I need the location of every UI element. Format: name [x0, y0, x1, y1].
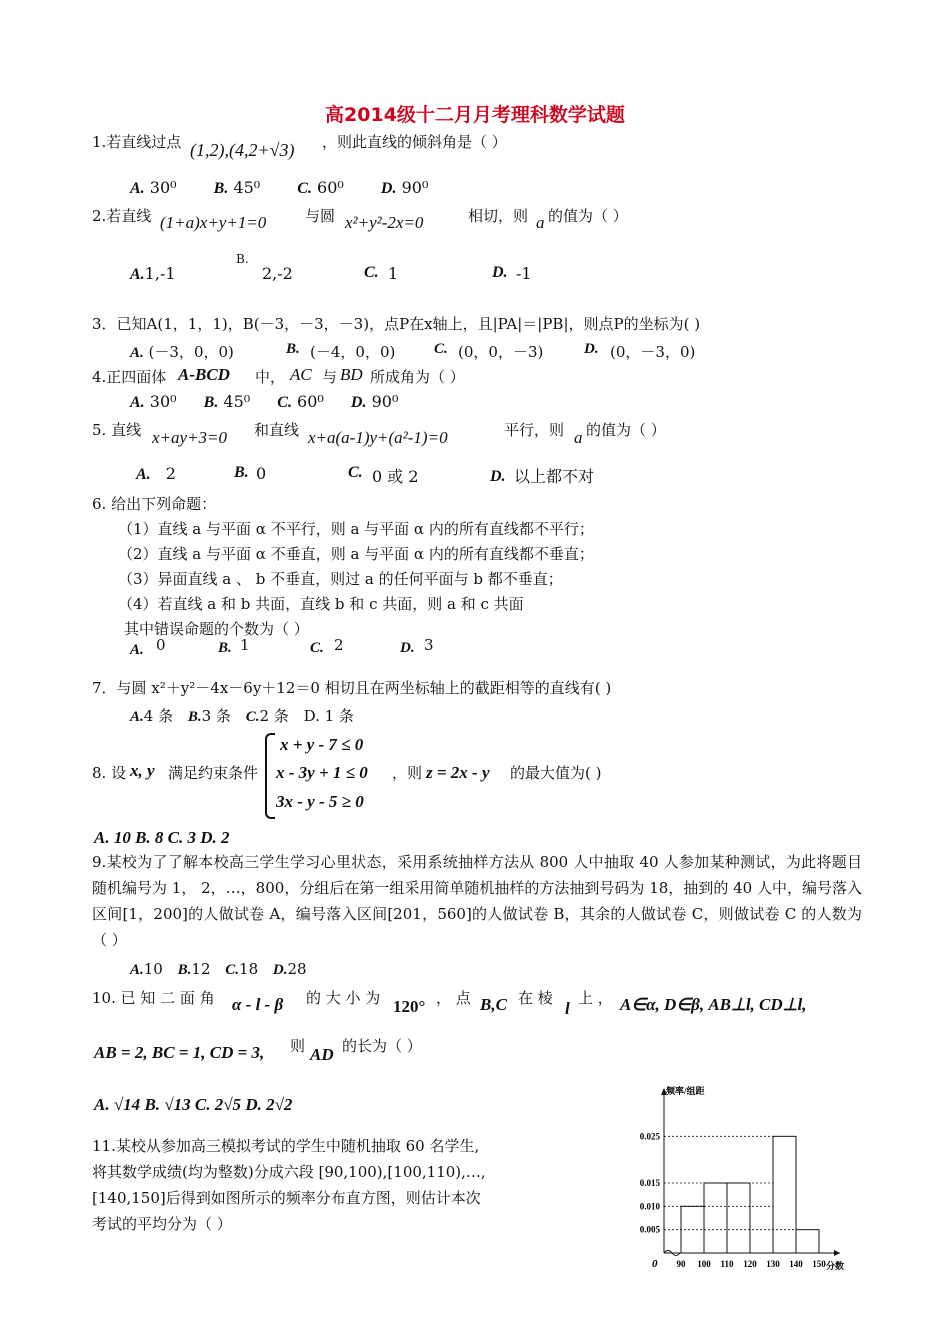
- q6-opt-c: 2: [334, 636, 344, 654]
- q10-edge: l: [565, 999, 570, 1018]
- q2-opt-c-label: C.: [364, 264, 379, 281]
- histogram-bar: [796, 1230, 819, 1253]
- q7-text: 7．与圆 x²＋y²－4x－6y＋12＝0 相切且在两坐标轴上的截距相等的直线有( ): [92, 679, 612, 697]
- q3-opt-d: (0，－3，0): [610, 343, 696, 361]
- q9-options: [130, 960, 307, 979]
- q5-mid: 和直线: [254, 421, 300, 439]
- q7-opt-b-label: B.: [187, 709, 202, 725]
- q9-opt-a-label: A.: [130, 962, 144, 978]
- y-tick-label: 0.010: [639, 1201, 660, 1212]
- q5-mid2: 平行，则: [504, 421, 565, 439]
- q8-vars: x, y: [130, 761, 155, 780]
- x-tick-label: 100: [697, 1259, 711, 1269]
- q4-opt-c: 60⁰: [297, 392, 324, 411]
- q2-opt-d-label: D.: [492, 264, 508, 281]
- q10-opt-b-label: B.: [144, 1095, 161, 1114]
- q1-opt-d: 90⁰: [401, 178, 429, 197]
- q6-ask: 其中错误命题的个数为（ ）: [124, 620, 309, 638]
- q5-opt-c-label: C.: [348, 464, 363, 481]
- q5-suffix: 的值为（ ）: [586, 421, 666, 439]
- q2-mid2: 相切，则: [468, 207, 529, 225]
- q3-opt-b: (－4，0，0): [310, 343, 396, 361]
- q7-opt-d: 1 条: [324, 707, 354, 725]
- q6-item-4: （4）若直线 a 和 b 共面，直线 b 和 c 共面，则 a 和 c 共面: [118, 595, 524, 613]
- q5-opt-d: 以上都不对: [514, 467, 595, 486]
- x-axis-arrow: [834, 1250, 840, 1256]
- q4-opt-c-label: C.: [277, 394, 292, 411]
- q8-mid: 满足约束条件: [168, 764, 259, 782]
- q10-opt-a: √14: [113, 1095, 141, 1114]
- q4-opt-b-label: B.: [203, 394, 219, 411]
- q1-opt-a: 30⁰: [149, 178, 177, 197]
- histogram-bar: [704, 1183, 727, 1253]
- q8-constraint-2: x - 3y + 1 ≤ 0: [276, 763, 368, 782]
- q9-opt-b-label: B.: [177, 962, 192, 978]
- q10-opt-c-label: C.: [194, 1095, 211, 1114]
- q2-suffix: 的值为（ ）: [548, 207, 628, 225]
- q8-constraint-1: x + y - 7 ≤ 0: [280, 735, 364, 754]
- q5-opt-b: 0: [256, 464, 267, 483]
- q3-options: [130, 341, 696, 362]
- x-tick-label: 120: [743, 1259, 757, 1269]
- q10-lengths: AB = 2, BC = 1, CD = 3,: [94, 1043, 265, 1062]
- q2-opt-d: -1: [516, 264, 532, 283]
- q3-opt-d-label: D.: [584, 341, 599, 357]
- q7-opt-a: 4 条: [143, 707, 174, 725]
- histogram-bar: [727, 1183, 750, 1253]
- q10-p2: 的 大 小 为: [306, 989, 381, 1007]
- q8-mid2: ，则: [392, 764, 423, 782]
- q5-opt-d-label: D.: [490, 468, 506, 485]
- q1-opt-c-label: C.: [297, 180, 312, 197]
- q1-opt-c: 60⁰: [317, 178, 344, 197]
- q8-constraint-3: 3x - y - 5 ≥ 0: [276, 792, 364, 811]
- q6-opt-b: 1: [240, 636, 250, 654]
- q11-line-2: 将其数学成绩(均为整数)分成六段 [90,100),[100,110),…,: [92, 1163, 486, 1181]
- q5-options: [136, 464, 636, 484]
- q4-opt-a: 30⁰: [149, 392, 177, 411]
- q4-mid2: 与: [322, 368, 338, 386]
- q7-opt-b: 3 条: [201, 707, 231, 725]
- q10-p3: ， 点: [436, 989, 471, 1007]
- q5-opt-b-label: B.: [234, 464, 249, 481]
- q6-item-3: （3）异面直线 a 、 b 不垂直，则过 a 的任何平面与 b 都不垂直；: [118, 570, 563, 588]
- q10-conditions: A∈α, D∈β, AB⊥l, CD⊥l,: [620, 995, 807, 1014]
- q6-opt-a: 0: [156, 636, 166, 654]
- q8-brace: [265, 733, 275, 819]
- q4-line1: AC: [290, 365, 312, 384]
- y-tick-label: 0.025: [639, 1131, 660, 1142]
- q11-line-3: [140,150]后得到如图所示的频率分布直方图，则估计本次: [92, 1189, 481, 1207]
- q1-points: (1,2),(4,2+√3): [190, 140, 295, 160]
- q2-mid: 与圆: [305, 207, 336, 225]
- q10-p1: 10. 已 知 二 面 角: [92, 989, 215, 1007]
- q7-opt-c: 2 条: [259, 707, 289, 725]
- q6-opt-c-label: C.: [310, 640, 324, 656]
- q10-opt-d-label: D.: [245, 1095, 262, 1114]
- q11-text: [92, 1133, 486, 1237]
- q1-suffix: ，则此直线的倾斜角是（ ）: [322, 133, 507, 151]
- q2-circle: x²+y²-2x=0: [345, 213, 424, 232]
- q3-opt-a: (－3，0，0): [148, 343, 234, 361]
- q4-solid: A-BCD: [178, 365, 230, 384]
- q4-mid: 中，: [255, 368, 286, 386]
- q4-opt-b: 45⁰: [223, 392, 251, 411]
- q9-opt-c-label: C.: [225, 962, 240, 978]
- q3-opt-b-label: B.: [286, 341, 300, 357]
- q1-options: [130, 178, 428, 198]
- q2-opt-b: 2,-2: [262, 264, 293, 283]
- x-axis-label: 分数: [826, 1261, 845, 1271]
- q3-opt-c-label: C.: [434, 341, 448, 357]
- x-tick-label: 130: [766, 1259, 780, 1269]
- x-tick-label: 110: [720, 1259, 734, 1269]
- q6-intro: 6. 给出下列命题：: [92, 495, 217, 513]
- q2-line: (1+a)x+y+1=0: [160, 213, 267, 232]
- q4-opt-d-label: D.: [350, 394, 367, 411]
- q4-opt-a-label: A.: [130, 394, 145, 411]
- q8-options: A. 10 B. 8 C. 3 D. 2: [94, 828, 230, 847]
- q10-opt-a-label: A.: [94, 1095, 110, 1114]
- q4-prefix: 4.正四面体: [92, 368, 167, 386]
- q5-var: a: [574, 428, 583, 447]
- q2-var: a: [536, 213, 545, 232]
- q3-opt-c: (0，0，－3): [458, 343, 544, 361]
- q2-opt-a-label: A.: [130, 266, 145, 283]
- q6-opt-d-label: D.: [400, 640, 415, 656]
- q3-text: 3．已知A(1，1，1)，B(－3，－3，－3)，点P在x轴上，且|PA|＝|PB|，则点P的坐标为( ): [92, 315, 701, 333]
- frequency-histogram: [630, 1078, 855, 1278]
- q6-item-1: （1）直线 a 与平面 α 不平行，则 a 与平面 α 内的所有直线都不平行；: [118, 520, 594, 538]
- q7-options: [130, 705, 354, 726]
- q1-opt-a-label: A.: [130, 180, 145, 197]
- q5-opt-c: 0 或 2: [372, 467, 419, 486]
- q9-opt-a: 10: [143, 960, 163, 978]
- q8-objective: z = 2x - y: [426, 763, 490, 782]
- q8-prefix: 8. 设: [92, 764, 127, 782]
- origin-label: 0: [652, 1258, 658, 1270]
- q10-points: B,C: [480, 995, 507, 1014]
- y-axis-label: 频率/组距: [666, 1086, 705, 1096]
- q11-line-4: 考试的平均分为（ ）: [92, 1215, 232, 1233]
- q7-opt-a-label: A.: [130, 709, 144, 725]
- q10-angle: α - l - β: [232, 995, 284, 1014]
- q10-p6: 则: [290, 1037, 306, 1055]
- y-tick-label: 0.005: [639, 1224, 660, 1235]
- q2-opt-b-label: B.: [236, 252, 249, 266]
- q2-opt-c: 1: [388, 264, 399, 283]
- q8-suffix: 的最大值为( ): [510, 764, 602, 782]
- q6-options: [130, 636, 550, 659]
- q10-opt-b: √13: [164, 1095, 191, 1114]
- q11-line-1: 11.某校从参加高三模拟考试的学生中随机抽取 60 名学生,: [92, 1137, 480, 1155]
- x-tick-label: 90: [676, 1259, 686, 1269]
- q4-line2: BD: [340, 365, 363, 384]
- q1-opt-b-label: B.: [213, 180, 229, 197]
- q9-opt-d-label: D.: [272, 962, 288, 978]
- q5-opt-a-label: A.: [136, 466, 151, 483]
- q1-prefix: 1.若直线过点: [92, 133, 182, 151]
- q10-opt-c: 2√5: [214, 1095, 242, 1114]
- q4-opt-d: 90⁰: [371, 392, 399, 411]
- q10-options: [94, 1095, 292, 1115]
- q2-prefix: 2.若直线: [92, 207, 152, 225]
- q9-opt-d: 28: [287, 960, 307, 978]
- q6-opt-d: 3: [424, 636, 434, 654]
- q1-opt-d-label: D.: [380, 180, 397, 197]
- q10-p4: 在 棱: [518, 989, 553, 1007]
- q2-options: [130, 252, 650, 284]
- histogram-bar: [773, 1136, 796, 1253]
- q10-ad: AD: [310, 1045, 334, 1064]
- q6-item-2: （2）直线 a 与平面 α 不垂直，则 a 与平面 α 内的所有直线都不垂直；: [118, 545, 594, 563]
- q5-line1: x+ay+3=0: [152, 428, 228, 447]
- q7-opt-d-label: D.: [303, 707, 320, 725]
- q9-opt-c: 18: [239, 960, 259, 978]
- q6-opt-b-label: B.: [218, 640, 232, 656]
- page-title: 高2014级十二月月考理科数学试题: [325, 104, 625, 126]
- q10-p7: 的长为（ ）: [342, 1037, 422, 1055]
- q10-opt-d: 2√2: [266, 1095, 293, 1114]
- q9-opt-b: 12: [191, 960, 211, 978]
- q10-p5: 上 ，: [578, 989, 613, 1007]
- q5-prefix: 5. 直线: [92, 421, 142, 439]
- x-tick-label: 140: [789, 1259, 803, 1269]
- q9-text: 9.某校为了了解本校高三学生学习心里状态，采用系统抽样方法从 800 人中抽取 40 人参加某种测试，为此将题目随机编号为 1， 2，…，800，分组后在第一组采用简单随机抽样的方法抽到号码为 18，抽到的 40 人中，编号落入区间[1，200]的人做试卷 A，编号落入区间[201，560]的人做试卷 B，其余的人做试卷 C，则做试卷 C 的人数为（ ）: [92, 853, 862, 949]
- q10-deg: 120°: [393, 997, 426, 1016]
- q3-opt-a-label: A.: [130, 345, 144, 361]
- x-tick-label: 150: [812, 1259, 826, 1269]
- y-tick-label: 0.015: [639, 1178, 660, 1188]
- q5-line2: x+a(a-1)y+(a²-1)=0: [308, 428, 448, 447]
- q4-options: [130, 392, 398, 412]
- q5-opt-a: 2: [165, 464, 176, 483]
- q6-opt-a-label: A.: [130, 642, 144, 658]
- q2-opt-a: 1,-1: [144, 264, 176, 283]
- q4-suffix: 所成角为（ ）: [370, 368, 465, 386]
- q7-opt-c-label: C.: [245, 709, 260, 725]
- q1-opt-b: 45⁰: [233, 178, 261, 197]
